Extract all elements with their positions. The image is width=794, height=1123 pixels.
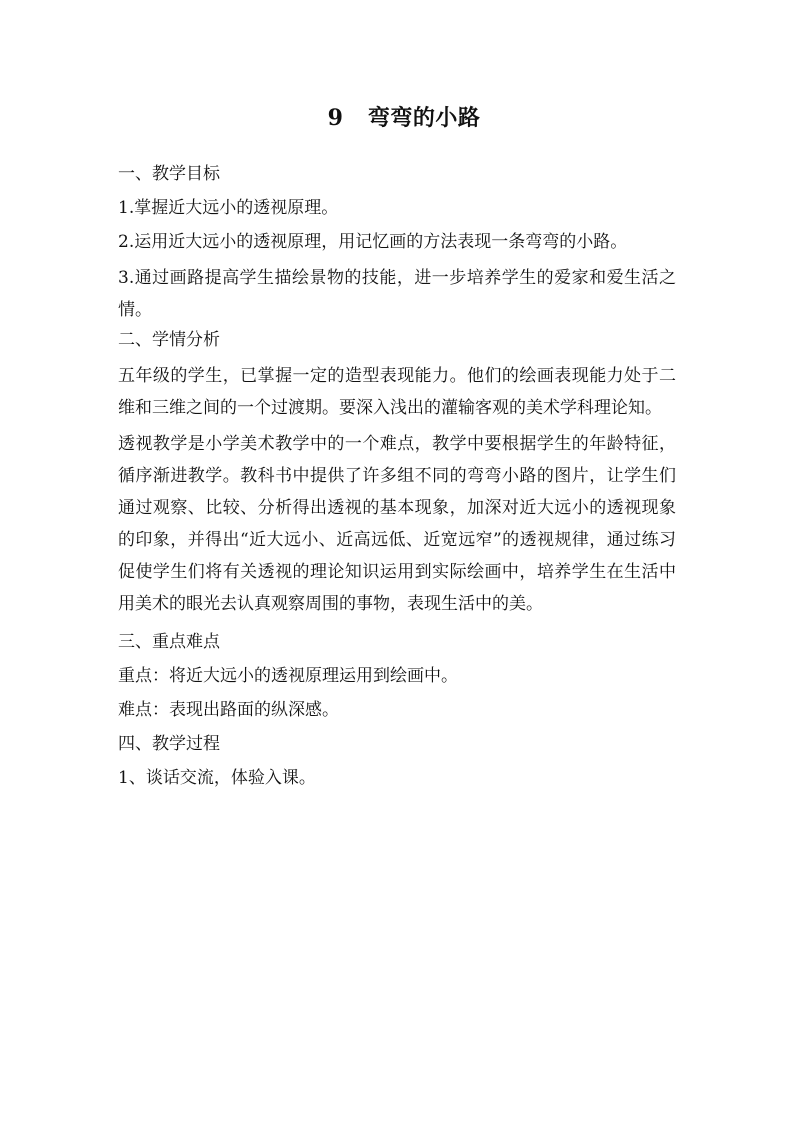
key-point-item: 重点：将近大远小的透视原理运用到绘画中。 bbox=[118, 666, 458, 686]
process-item-1: 1、谈话交流，体验入课。 bbox=[118, 768, 316, 788]
section-heading-student-analysis: 二、学情分析 bbox=[118, 330, 220, 350]
goal-item-2: 2.运用近大远小的透视原理，用记忆画的方法表现一条弯弯的小路。 bbox=[118, 232, 628, 252]
section-heading-teaching-goals: 一、教学目标 bbox=[118, 164, 220, 184]
goal-item-1: 1.掌握近大远小的透视原理。 bbox=[118, 198, 339, 218]
section-heading-teaching-process: 四、教学过程 bbox=[118, 734, 220, 754]
analysis-paragraph-2: 透视教学是小学美术教学中的一个难点，教学中要根据学生的年龄特征，循序渐进教学。教科书中提供了许多组不同的弯弯小路的图片，让学生们通过观察、比较、分析得出透视的基本现象，加深对近大远小的透视现象的印象，并得出“近大远小、近高远低、近宽远窄”的透视规律，通过练习促使学生们将有关透视的理论知识运用到实际绘画中，培养学生在生活中用美术的眼光去认真观察周围的事物，表现生活中的美。 bbox=[118, 434, 676, 614]
analysis-paragraph-1: 五年级的学生，已掌握一定的造型表现能力。他们的绘画表现能力处于二维和三维之间的一个过渡期。要深入浅出的灌输客观的美术学科理论知。 bbox=[118, 366, 676, 418]
page-title: 9 弯弯的小路 bbox=[327, 105, 481, 131]
goal-item-3: 3.通过画路提高学生描绘景物的技能，进一步培养学生的爱家和爱生活之情。 bbox=[118, 268, 676, 320]
difficulty-item: 难点：表现出路面的纵深感。 bbox=[118, 700, 339, 720]
section-heading-key-points: 三、重点难点 bbox=[118, 632, 220, 652]
